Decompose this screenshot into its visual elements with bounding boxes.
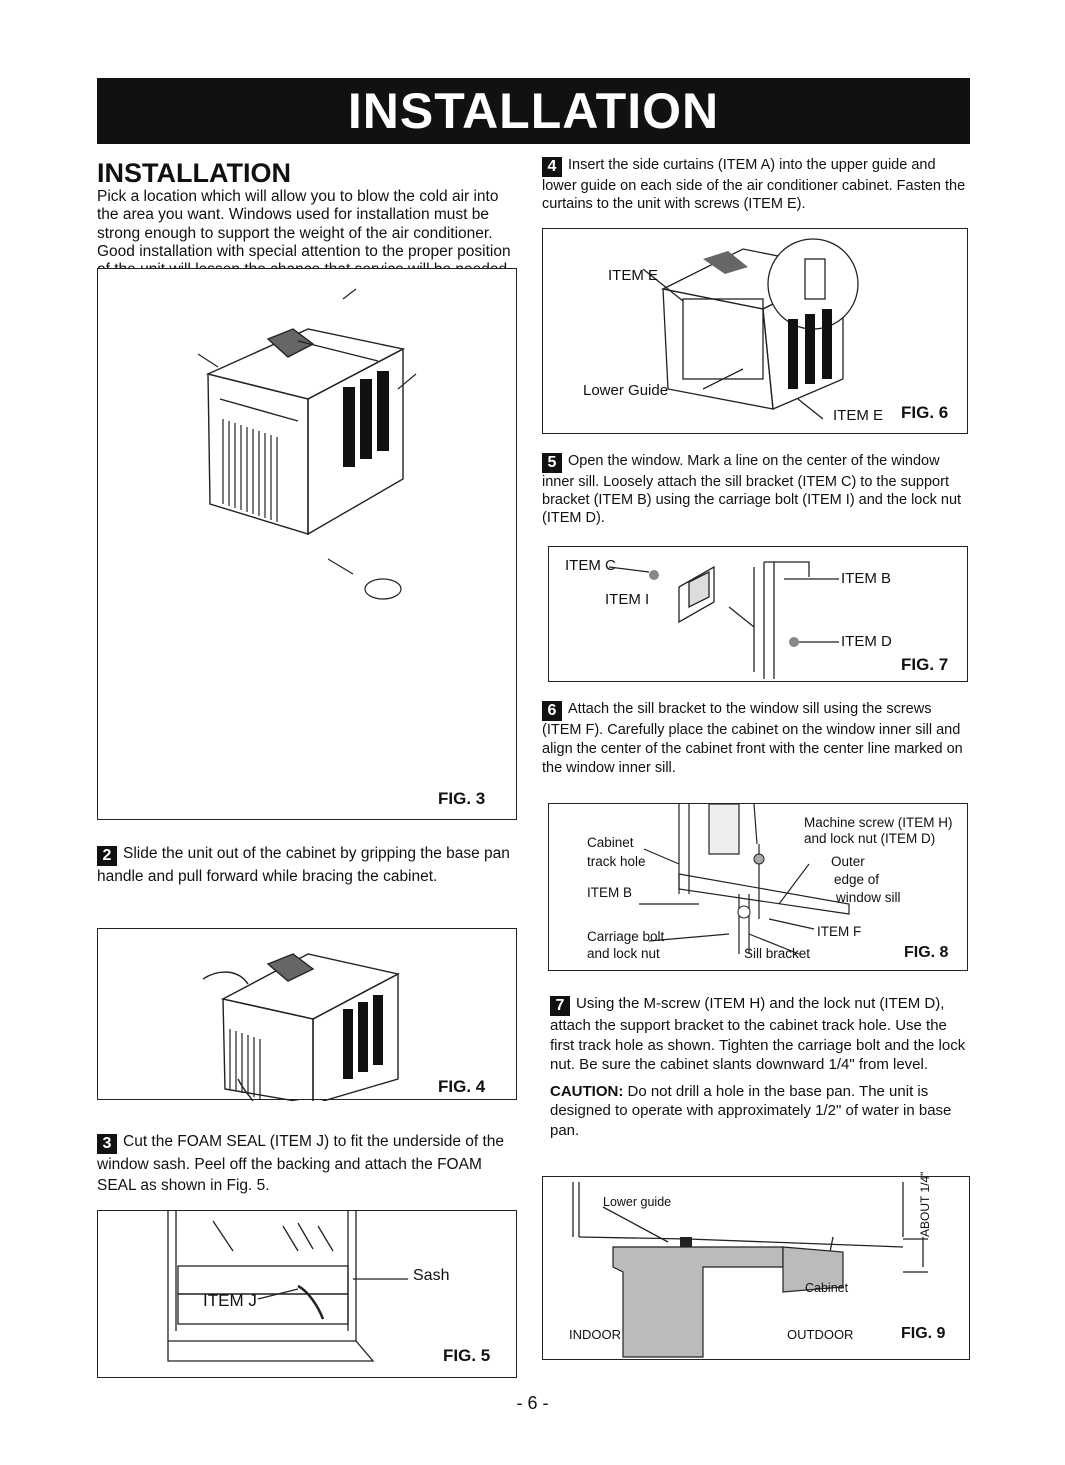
step-7 [550,994,970,1075]
figure-8 [548,803,968,971]
step-5-block [542,452,970,527]
figure-4 [97,928,517,1100]
page-number: - 6 - [516,1393,549,1413]
ac-unit-illustration [98,269,518,821]
item-i-label: ITEM I [605,591,650,608]
step-5 [542,452,970,527]
machine-screw-label: Machine screw (ITEM H) [804,815,953,830]
window-sill-label: window sill [836,890,901,905]
figure-6 [542,228,968,434]
edge-of-label: edge of [834,872,880,887]
step-3 [97,1131,517,1196]
step-3-block [97,1131,517,1196]
step-text: Open the window. Mark a line on the center of the window inner sill. Loosely attach the sill bracket (ITEM C) to the support bracket (ITEM B) using the carriage bolt (ITEM I) and the lock nut (ITEM D). [542,453,962,526]
step-number: 7 [550,996,570,1016]
about-quarter-inch-label: ABOUT 1/4" [918,1171,932,1237]
outdoor-label: OUTDOOR [787,1327,854,1342]
sash-label: Sash [413,1267,450,1284]
fig8-label: FIG. 8 [904,944,949,961]
figure-7 [548,546,968,682]
fig9-label: FIG. 9 [901,1325,946,1342]
step-number: 5 [542,453,562,473]
unit-sliding-out-illustration [98,929,518,1101]
step-number: 6 [542,701,562,721]
item-b-label: ITEM B [841,570,892,587]
right-column [542,152,970,213]
and-lock-nut-label: and lock nut (ITEM D) [804,831,936,846]
outer-label: Outer [831,854,865,869]
caution-label: CAUTION: [550,1082,624,1100]
step-text: Slide the unit out of the cabinet by gripping the base pan handle and pull forward while bracing the cabinet. [97,845,510,885]
item-d-label: ITEM D [841,633,892,650]
step-text: Insert the side curtains (ITEM A) into the upper guide and lower guide on each side of the air conditioner cabinet. Fasten the curtains to the unit with screws (ITEM E). [542,157,966,212]
item-f-label: ITEM F [817,924,862,939]
step-2 [97,843,517,887]
item-b-label: ITEM B [587,885,633,900]
figure-5 [97,1210,517,1378]
step-2-block [97,843,517,887]
cabinet-label: Cabinet [805,1281,849,1295]
item-e-bottom-label: ITEM E [833,407,884,424]
carriage-bolt-label: Carriage bolt [587,929,665,944]
step-7-block [550,994,970,1140]
installation-heading: INSTALLATION [97,158,291,188]
installation-text: Pick a location which will allow you to blow the cold air into the area you want. Windows used for installation must be strong enough to support the weight of the air conditioner. Good installation with special attention to the proper position [97,188,511,260]
track-hole-label: track hole [587,854,646,869]
lock-nut-label: and lock nut [587,946,660,961]
fig5-label: FIG. 5 [443,1346,491,1365]
caution-text: Do not drill a hole in the base pan. The unit is designed to operate with approximately 1/2" of water in base pan. [550,1082,952,1139]
step-text: Using the M-screw (ITEM H) and the lock nut (ITEM D), attach the support bracket to the cabinet track hole. Use the first track hole as shown. Tighten the carriage bolt and the lock nut. Be sure the cabinet slants downward 1/4" from level. [550,995,966,1073]
sill-bracket-label: Sill bracket [744,946,811,961]
fig4-label: FIG. 4 [438,1077,486,1096]
item-e-top-label: ITEM E [608,267,659,284]
page-banner: INSTALLATION [97,78,970,144]
step-6-block [542,700,970,778]
fig6-label: FIG. 6 [901,403,949,422]
item-j-label: ITEM J [203,1291,257,1310]
step-text: Cut the FOAM SEAL (ITEM J) to fit the underside of the window sash. Peel off the backing and attach the FOAM SEAL as shown in Fig. 5. [97,1133,505,1194]
cabinet-label: Cabinet [587,835,634,850]
figure-3 [97,268,517,820]
step-4 [542,156,970,213]
lower-guide-label: Lower Guide [583,382,669,399]
step-number: 4 [542,157,562,177]
fig7-label: FIG. 7 [901,655,949,674]
step-6 [542,700,970,778]
fig3-label: FIG. 3 [438,789,486,808]
caution-note [550,1082,970,1141]
item-c-label: ITEM C [565,557,616,574]
lower-guide-label: Lower guide [603,1195,672,1209]
step-number: 3 [97,1134,117,1154]
step-number: 2 [97,846,117,866]
step-text: Attach the sill bracket to the window sill using the screws (ITEM F). Carefully place the cabinet on the window inner sill and align the center of the cabinet front with the center line marked on the window inner sill. [542,701,963,776]
indoor-label: INDOOR [569,1327,621,1342]
figure-9 [542,1171,970,1360]
